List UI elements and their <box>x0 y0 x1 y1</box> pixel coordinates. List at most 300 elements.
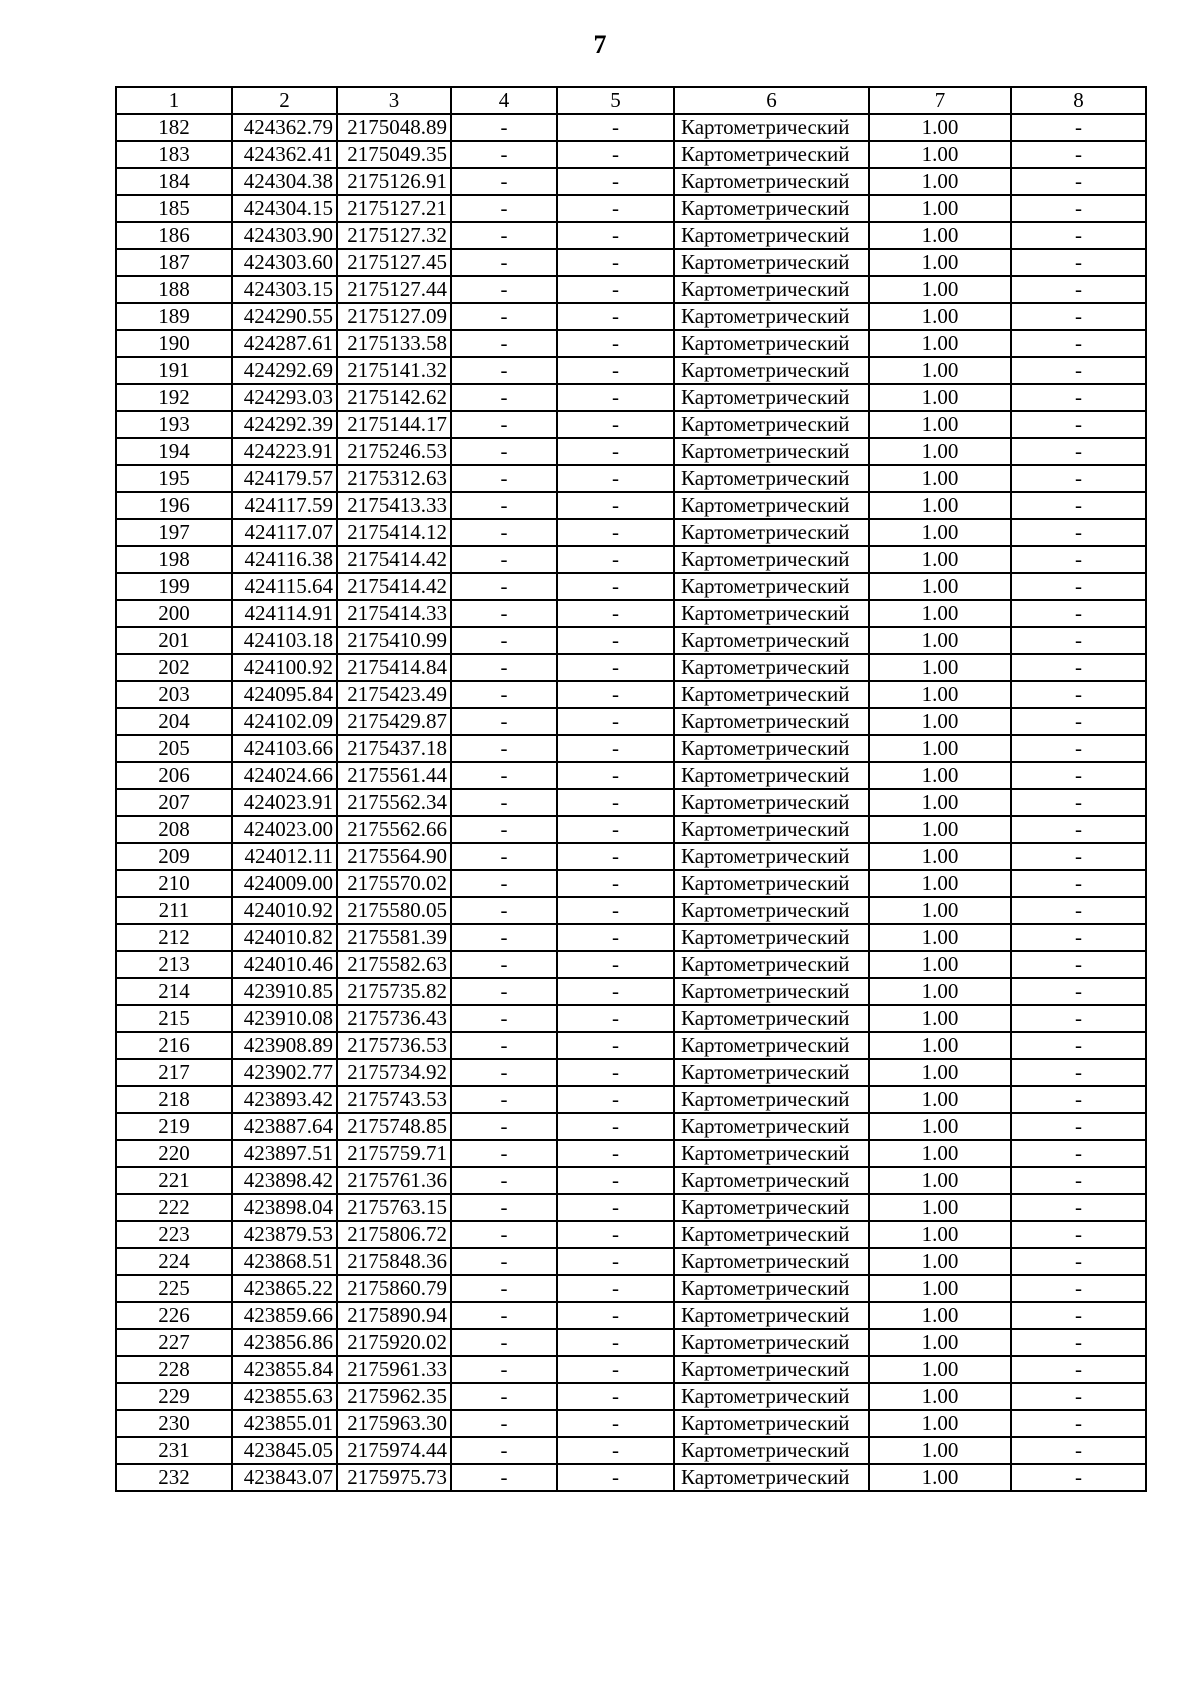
method-cell: Картометрический <box>674 735 869 762</box>
table-body <box>116 114 1146 1491</box>
y-coordinate-cell: 2175414.33 <box>337 600 451 627</box>
y-coordinate-cell: 2175127.44 <box>337 276 451 303</box>
table-row <box>116 978 1146 1005</box>
column-8-cell: - <box>1011 762 1146 789</box>
column-5-cell: - <box>557 1059 674 1086</box>
column-5-cell: - <box>557 465 674 492</box>
method-cell: Картометрический <box>674 384 869 411</box>
table-row <box>116 114 1146 141</box>
table-row <box>116 708 1146 735</box>
point-number-cell: 213 <box>116 951 232 978</box>
method-cell: Картометрический <box>674 924 869 951</box>
y-coordinate-cell: 2175736.43 <box>337 1005 451 1032</box>
x-coordinate-cell: 424292.69 <box>232 357 337 384</box>
point-number-cell: 218 <box>116 1086 232 1113</box>
accuracy-cell: 1.00 <box>869 708 1011 735</box>
column-5-cell: - <box>557 573 674 600</box>
column-5-cell: - <box>557 1032 674 1059</box>
column-4-cell: - <box>451 276 557 303</box>
table-row <box>116 1059 1146 1086</box>
y-coordinate-cell: 2175963.30 <box>337 1410 451 1437</box>
accuracy-cell: 1.00 <box>869 735 1011 762</box>
y-coordinate-cell: 2175142.62 <box>337 384 451 411</box>
table-row <box>116 411 1146 438</box>
column-header: 8 <box>1011 87 1146 114</box>
column-4-cell: - <box>451 573 557 600</box>
method-cell: Картометрический <box>674 1167 869 1194</box>
point-number-cell: 204 <box>116 708 232 735</box>
column-4-cell: - <box>451 114 557 141</box>
table-row <box>116 438 1146 465</box>
x-coordinate-cell: 424103.66 <box>232 735 337 762</box>
accuracy-cell: 1.00 <box>869 1248 1011 1275</box>
point-number-cell: 221 <box>116 1167 232 1194</box>
method-cell: Картометрический <box>674 1140 869 1167</box>
x-coordinate-cell: 423845.05 <box>232 1437 337 1464</box>
accuracy-cell: 1.00 <box>869 951 1011 978</box>
accuracy-cell: 1.00 <box>869 114 1011 141</box>
point-number-cell: 206 <box>116 762 232 789</box>
table-row <box>116 951 1146 978</box>
column-5-cell: - <box>557 546 674 573</box>
column-4-cell: - <box>451 249 557 276</box>
column-5-cell: - <box>557 897 674 924</box>
table-row <box>116 573 1146 600</box>
table-row <box>116 1410 1146 1437</box>
y-coordinate-cell: 2175759.71 <box>337 1140 451 1167</box>
column-8-cell: - <box>1011 1383 1146 1410</box>
accuracy-cell: 1.00 <box>869 1410 1011 1437</box>
column-8-cell: - <box>1011 1221 1146 1248</box>
column-5-cell: - <box>557 654 674 681</box>
method-cell: Картометрический <box>674 1383 869 1410</box>
x-coordinate-cell: 423910.85 <box>232 978 337 1005</box>
column-5-cell: - <box>557 708 674 735</box>
column-header: 7 <box>869 87 1011 114</box>
table-row <box>116 546 1146 573</box>
column-4-cell: - <box>451 519 557 546</box>
method-cell: Картометрический <box>674 951 869 978</box>
x-coordinate-cell: 424100.92 <box>232 654 337 681</box>
table-row <box>116 654 1146 681</box>
accuracy-cell: 1.00 <box>869 870 1011 897</box>
x-coordinate-cell: 423855.01 <box>232 1410 337 1437</box>
point-number-cell: 210 <box>116 870 232 897</box>
column-8-cell: - <box>1011 1275 1146 1302</box>
method-cell: Картометрический <box>674 1356 869 1383</box>
point-number-cell: 228 <box>116 1356 232 1383</box>
column-4-cell: - <box>451 627 557 654</box>
x-coordinate-cell: 423902.77 <box>232 1059 337 1086</box>
accuracy-cell: 1.00 <box>869 168 1011 195</box>
point-number-cell: 203 <box>116 681 232 708</box>
method-cell: Картометрический <box>674 276 869 303</box>
table-row <box>116 519 1146 546</box>
method-cell: Картометрический <box>674 627 869 654</box>
y-coordinate-cell: 2175437.18 <box>337 735 451 762</box>
y-coordinate-cell: 2175561.44 <box>337 762 451 789</box>
column-8-cell: - <box>1011 357 1146 384</box>
point-number-cell: 194 <box>116 438 232 465</box>
column-8-cell: - <box>1011 843 1146 870</box>
column-5-cell: - <box>557 168 674 195</box>
column-5-cell: - <box>557 1410 674 1437</box>
accuracy-cell: 1.00 <box>869 1329 1011 1356</box>
x-coordinate-cell: 423879.53 <box>232 1221 337 1248</box>
column-4-cell: - <box>451 654 557 681</box>
x-coordinate-cell: 424293.03 <box>232 384 337 411</box>
table-row <box>116 843 1146 870</box>
point-number-cell: 191 <box>116 357 232 384</box>
point-number-cell: 232 <box>116 1464 232 1491</box>
column-5-cell: - <box>557 1005 674 1032</box>
column-5-cell: - <box>557 411 674 438</box>
x-coordinate-cell: 423856.86 <box>232 1329 337 1356</box>
method-cell: Картометрический <box>674 897 869 924</box>
point-number-cell: 190 <box>116 330 232 357</box>
column-8-cell: - <box>1011 1329 1146 1356</box>
column-5-cell: - <box>557 1329 674 1356</box>
x-coordinate-cell: 423865.22 <box>232 1275 337 1302</box>
column-4-cell: - <box>451 1356 557 1383</box>
column-4-cell: - <box>451 1302 557 1329</box>
y-coordinate-cell: 2175127.32 <box>337 222 451 249</box>
accuracy-cell: 1.00 <box>869 1059 1011 1086</box>
point-number-cell: 184 <box>116 168 232 195</box>
table-row <box>116 492 1146 519</box>
y-coordinate-cell: 2175975.73 <box>337 1464 451 1491</box>
column-4-cell: - <box>451 438 557 465</box>
column-8-cell: - <box>1011 330 1146 357</box>
y-coordinate-cell: 2175564.90 <box>337 843 451 870</box>
column-4-cell: - <box>451 1383 557 1410</box>
column-5-cell: - <box>557 735 674 762</box>
page-number: 7 <box>593 30 607 59</box>
method-cell: Картометрический <box>674 1410 869 1437</box>
x-coordinate-cell: 424023.91 <box>232 789 337 816</box>
y-coordinate-cell: 2175049.35 <box>337 141 451 168</box>
column-4-cell: - <box>451 465 557 492</box>
point-number-cell: 183 <box>116 141 232 168</box>
column-5-cell: - <box>557 600 674 627</box>
y-coordinate-cell: 2175743.53 <box>337 1086 451 1113</box>
column-8-cell: - <box>1011 1464 1146 1491</box>
column-4-cell: - <box>451 1329 557 1356</box>
method-cell: Картометрический <box>674 1221 869 1248</box>
column-4-cell: - <box>451 816 557 843</box>
x-coordinate-cell: 424303.90 <box>232 222 337 249</box>
accuracy-cell: 1.00 <box>869 1086 1011 1113</box>
column-8-cell: - <box>1011 411 1146 438</box>
y-coordinate-cell: 2175048.89 <box>337 114 451 141</box>
y-coordinate-cell: 2175962.35 <box>337 1383 451 1410</box>
column-5-cell: - <box>557 438 674 465</box>
point-number-cell: 207 <box>116 789 232 816</box>
accuracy-cell: 1.00 <box>869 1275 1011 1302</box>
column-8-cell: - <box>1011 627 1146 654</box>
column-4-cell: - <box>451 1248 557 1275</box>
accuracy-cell: 1.00 <box>869 195 1011 222</box>
point-number-cell: 192 <box>116 384 232 411</box>
column-8-cell: - <box>1011 1194 1146 1221</box>
accuracy-cell: 1.00 <box>869 978 1011 1005</box>
table-row <box>116 1140 1146 1167</box>
x-coordinate-cell: 424362.41 <box>232 141 337 168</box>
y-coordinate-cell: 2175582.63 <box>337 951 451 978</box>
x-coordinate-cell: 424116.38 <box>232 546 337 573</box>
method-cell: Картометрический <box>674 1437 869 1464</box>
column-8-cell: - <box>1011 573 1146 600</box>
y-coordinate-cell: 2175920.02 <box>337 1329 451 1356</box>
column-4-cell: - <box>451 870 557 897</box>
column-8-cell: - <box>1011 951 1146 978</box>
method-cell: Картометрический <box>674 1194 869 1221</box>
table-row <box>116 1086 1146 1113</box>
method-cell: Картометрический <box>674 330 869 357</box>
y-coordinate-cell: 2175127.21 <box>337 195 451 222</box>
column-8-cell: - <box>1011 546 1146 573</box>
point-number-cell: 199 <box>116 573 232 600</box>
column-5-cell: - <box>557 1356 674 1383</box>
y-coordinate-cell: 2175734.92 <box>337 1059 451 1086</box>
method-cell: Картометрический <box>674 195 869 222</box>
column-header: 2 <box>232 87 337 114</box>
y-coordinate-cell: 2175423.49 <box>337 681 451 708</box>
method-cell: Картометрический <box>674 762 869 789</box>
column-5-cell: - <box>557 141 674 168</box>
method-cell: Картометрический <box>674 438 869 465</box>
method-cell: Картометрический <box>674 141 869 168</box>
table-row <box>116 1194 1146 1221</box>
method-cell: Картометрический <box>674 222 869 249</box>
column-5-cell: - <box>557 1437 674 1464</box>
column-5-cell: - <box>557 1221 674 1248</box>
column-8-cell: - <box>1011 195 1146 222</box>
x-coordinate-cell: 424223.91 <box>232 438 337 465</box>
method-cell: Картометрический <box>674 1086 869 1113</box>
column-5-cell: - <box>557 627 674 654</box>
y-coordinate-cell: 2175414.42 <box>337 573 451 600</box>
column-5-cell: - <box>557 1194 674 1221</box>
column-8-cell: - <box>1011 708 1146 735</box>
column-8-cell: - <box>1011 924 1146 951</box>
y-coordinate-cell: 2175961.33 <box>337 1356 451 1383</box>
x-coordinate-cell: 424010.92 <box>232 897 337 924</box>
column-header: 3 <box>337 87 451 114</box>
table-row <box>116 195 1146 222</box>
accuracy-cell: 1.00 <box>869 573 1011 600</box>
column-8-cell: - <box>1011 384 1146 411</box>
table-row <box>116 1167 1146 1194</box>
column-4-cell: - <box>451 1140 557 1167</box>
column-5-cell: - <box>557 816 674 843</box>
column-8-cell: - <box>1011 1410 1146 1437</box>
column-4-cell: - <box>451 1464 557 1491</box>
accuracy-cell: 1.00 <box>869 1437 1011 1464</box>
point-number-cell: 195 <box>116 465 232 492</box>
method-cell: Картометрический <box>674 789 869 816</box>
point-number-cell: 208 <box>116 816 232 843</box>
accuracy-cell: 1.00 <box>869 519 1011 546</box>
point-number-cell: 220 <box>116 1140 232 1167</box>
table-row <box>116 1005 1146 1032</box>
method-cell: Картометрический <box>674 114 869 141</box>
method-cell: Картометрический <box>674 843 869 870</box>
column-5-cell: - <box>557 1086 674 1113</box>
accuracy-cell: 1.00 <box>869 600 1011 627</box>
column-4-cell: - <box>451 168 557 195</box>
column-8-cell: - <box>1011 816 1146 843</box>
y-coordinate-cell: 2175974.44 <box>337 1437 451 1464</box>
column-4-cell: - <box>451 1194 557 1221</box>
point-number-cell: 212 <box>116 924 232 951</box>
method-cell: Картометрический <box>674 681 869 708</box>
x-coordinate-cell: 423855.63 <box>232 1383 337 1410</box>
x-coordinate-cell: 424303.15 <box>232 276 337 303</box>
column-5-cell: - <box>557 789 674 816</box>
column-5-cell: - <box>557 276 674 303</box>
table-row <box>116 924 1146 951</box>
accuracy-cell: 1.00 <box>869 276 1011 303</box>
method-cell: Картометрический <box>674 600 869 627</box>
accuracy-cell: 1.00 <box>869 843 1011 870</box>
x-coordinate-cell: 423868.51 <box>232 1248 337 1275</box>
point-number-cell: 198 <box>116 546 232 573</box>
y-coordinate-cell: 2175581.39 <box>337 924 451 951</box>
table-row <box>116 330 1146 357</box>
column-5-cell: - <box>557 330 674 357</box>
method-cell: Картометрический <box>674 1329 869 1356</box>
accuracy-cell: 1.00 <box>869 1032 1011 1059</box>
x-coordinate-cell: 423887.64 <box>232 1113 337 1140</box>
table-row <box>116 357 1146 384</box>
table-row <box>116 1248 1146 1275</box>
x-coordinate-cell: 424287.61 <box>232 330 337 357</box>
point-number-cell: 200 <box>116 600 232 627</box>
x-coordinate-cell: 424115.64 <box>232 573 337 600</box>
column-4-cell: - <box>451 384 557 411</box>
method-cell: Картометрический <box>674 1005 869 1032</box>
column-8-cell: - <box>1011 1005 1146 1032</box>
accuracy-cell: 1.00 <box>869 492 1011 519</box>
table-row <box>116 1113 1146 1140</box>
column-5-cell: - <box>557 222 674 249</box>
column-5-cell: - <box>557 1140 674 1167</box>
accuracy-cell: 1.00 <box>869 1005 1011 1032</box>
x-coordinate-cell: 423908.89 <box>232 1032 337 1059</box>
column-5-cell: - <box>557 1167 674 1194</box>
point-number-cell: 186 <box>116 222 232 249</box>
y-coordinate-cell: 2175413.33 <box>337 492 451 519</box>
column-4-cell: - <box>451 1221 557 1248</box>
y-coordinate-cell: 2175141.32 <box>337 357 451 384</box>
table-row <box>116 735 1146 762</box>
point-number-cell: 217 <box>116 1059 232 1086</box>
accuracy-cell: 1.00 <box>869 897 1011 924</box>
method-cell: Картометрический <box>674 519 869 546</box>
table-row <box>116 1302 1146 1329</box>
method-cell: Картометрический <box>674 708 869 735</box>
accuracy-cell: 1.00 <box>869 141 1011 168</box>
accuracy-cell: 1.00 <box>869 762 1011 789</box>
column-4-cell: - <box>451 1167 557 1194</box>
point-number-cell: 197 <box>116 519 232 546</box>
y-coordinate-cell: 2175735.82 <box>337 978 451 1005</box>
y-coordinate-cell: 2175761.36 <box>337 1167 451 1194</box>
y-coordinate-cell: 2175562.34 <box>337 789 451 816</box>
method-cell: Картометрический <box>674 978 869 1005</box>
method-cell: Картометрический <box>674 1248 869 1275</box>
table-row <box>116 222 1146 249</box>
table-row <box>116 870 1146 897</box>
column-4-cell: - <box>451 924 557 951</box>
column-4-cell: - <box>451 1410 557 1437</box>
x-coordinate-cell: 424114.91 <box>232 600 337 627</box>
column-5-cell: - <box>557 681 674 708</box>
accuracy-cell: 1.00 <box>869 1167 1011 1194</box>
method-cell: Картометрический <box>674 1275 869 1302</box>
column-5-cell: - <box>557 1302 674 1329</box>
y-coordinate-cell: 2175429.87 <box>337 708 451 735</box>
accuracy-cell: 1.00 <box>869 924 1011 951</box>
column-4-cell: - <box>451 303 557 330</box>
point-number-cell: 229 <box>116 1383 232 1410</box>
column-8-cell: - <box>1011 1086 1146 1113</box>
table-row <box>116 249 1146 276</box>
column-4-cell: - <box>451 357 557 384</box>
column-5-cell: - <box>557 492 674 519</box>
accuracy-cell: 1.00 <box>869 789 1011 816</box>
point-number-cell: 182 <box>116 114 232 141</box>
column-5-cell: - <box>557 762 674 789</box>
column-4-cell: - <box>451 141 557 168</box>
column-4-cell: - <box>451 1059 557 1086</box>
table-row <box>116 276 1146 303</box>
x-coordinate-cell: 424117.59 <box>232 492 337 519</box>
y-coordinate-cell: 2175414.42 <box>337 546 451 573</box>
y-coordinate-cell: 2175410.99 <box>337 627 451 654</box>
column-4-cell: - <box>451 735 557 762</box>
column-5-cell: - <box>557 843 674 870</box>
column-8-cell: - <box>1011 600 1146 627</box>
point-number-cell: 224 <box>116 1248 232 1275</box>
column-8-cell: - <box>1011 978 1146 1005</box>
table-row <box>116 303 1146 330</box>
y-coordinate-cell: 2175414.84 <box>337 654 451 681</box>
y-coordinate-cell: 2175736.53 <box>337 1032 451 1059</box>
x-coordinate-cell: 424290.55 <box>232 303 337 330</box>
x-coordinate-cell: 423843.07 <box>232 1464 337 1491</box>
method-cell: Картометрический <box>674 249 869 276</box>
x-coordinate-cell: 424179.57 <box>232 465 337 492</box>
column-4-cell: - <box>451 600 557 627</box>
column-8-cell: - <box>1011 1032 1146 1059</box>
column-header: 5 <box>557 87 674 114</box>
x-coordinate-cell: 424024.66 <box>232 762 337 789</box>
y-coordinate-cell: 2175748.85 <box>337 1113 451 1140</box>
column-5-cell: - <box>557 978 674 1005</box>
column-4-cell: - <box>451 411 557 438</box>
point-number-cell: 211 <box>116 897 232 924</box>
column-5-cell: - <box>557 195 674 222</box>
column-8-cell: - <box>1011 897 1146 924</box>
x-coordinate-cell: 424009.00 <box>232 870 337 897</box>
column-8-cell: - <box>1011 735 1146 762</box>
point-number-cell: 226 <box>116 1302 232 1329</box>
method-cell: Картометрический <box>674 1302 869 1329</box>
column-4-cell: - <box>451 546 557 573</box>
column-5-cell: - <box>557 951 674 978</box>
